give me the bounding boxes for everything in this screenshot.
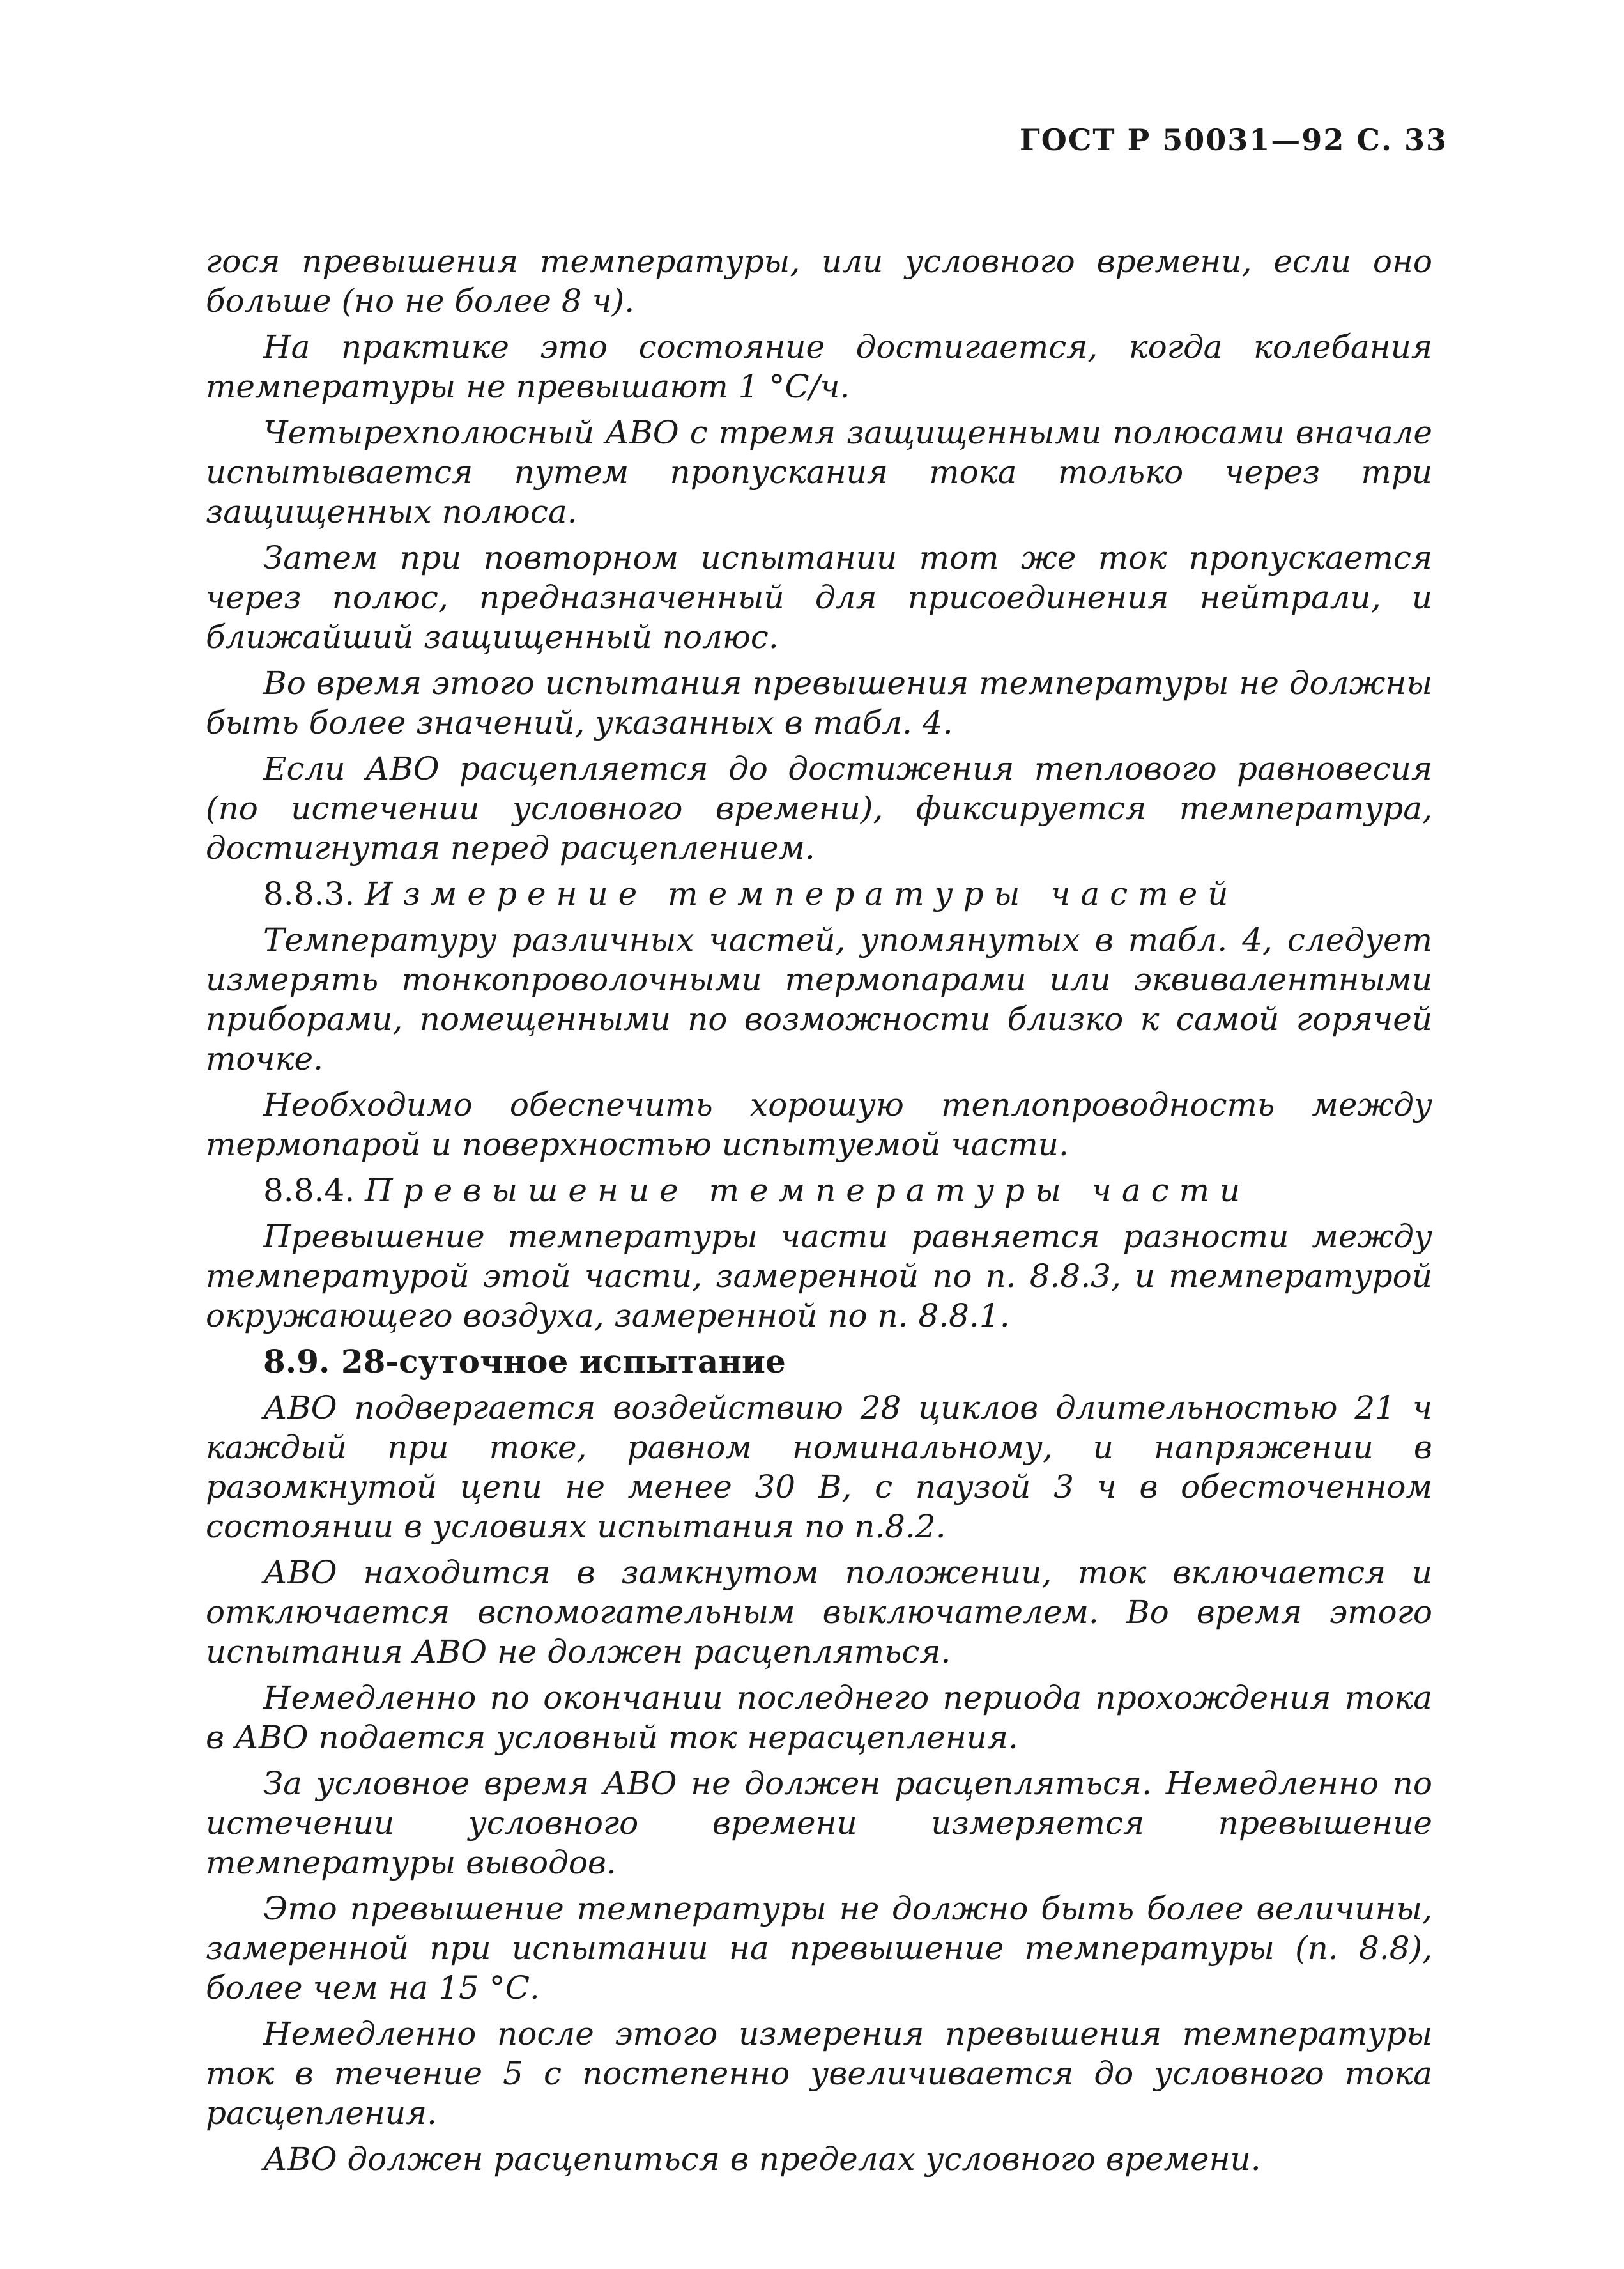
paragraph: Немедленно после этого измерения превышения температуры ток в течение 5 с постепенно увеличивается до условного тока расцепления. bbox=[206, 2015, 1432, 2132]
paragraph: гося превышения температуры, или условного времени, если оно больше (но не более 8 ч). bbox=[206, 243, 1432, 319]
paragraph: За условное время АВО не должен расцепляться. Немедленно по истечении условного времени измеряется превышение температуры выводов. bbox=[206, 1765, 1432, 1881]
paragraph: Это превышение температуры не должно быть более величины, замеренной при испытании на превышение температуры (п. 8.8), более чем на 15 °С. bbox=[206, 1890, 1432, 2006]
page-header: ГОСТ Р 50031—92 С. 33 bbox=[1019, 123, 1448, 157]
section-title: 28-суточное испытание bbox=[341, 1342, 786, 1380]
section-heading-8-8-4 bbox=[206, 1171, 1432, 1210]
paragraph: АВО подвергается воздействию 28 циклов длительностью 21 ч каждый при токе, равном номинальному, и напряжении в разомкнутой цепи не менее 30 В, с паузой 3 ч в обесточенном состоянии в условиях испытания по п.8.2. bbox=[206, 1389, 1432, 1545]
paragraph: Температуру различных частей, упомянутых в табл. 4, следует измерять тонкопроволочными термопарами или эквивалентными приборами, помещенными по возможности близко к самой горячей точке. bbox=[206, 921, 1432, 1077]
paragraph: Необходимо обеспечить хорошую теплопроводность между термопарой и поверхностью испытуемой части. bbox=[206, 1086, 1432, 1163]
section-heading-8-9 bbox=[206, 1342, 1432, 1381]
document-body bbox=[206, 242, 1432, 2179]
section-title: Превышение температуры части bbox=[365, 1172, 1251, 1209]
section-heading-8-8-3 bbox=[206, 874, 1432, 914]
section-number: 8.8.4. bbox=[263, 1172, 355, 1209]
paragraph: Четырехполюсный АВО с тремя защищенными полюсами вначале испытывается путем пропускания тока только через три защищенных полюса. bbox=[206, 414, 1432, 530]
paragraph: Затем при повторном испытании тот же ток пропускается через полюс, предназначенный для присоединения нейтрали, и ближайший защищенный полюс. bbox=[206, 539, 1432, 656]
paragraph: Во время этого испытания превышения температуры не должны быть более значений, указанных в табл. 4. bbox=[206, 665, 1432, 741]
section-title: Измерение температуры частей bbox=[365, 875, 1239, 912]
paragraph: Немедленно по окончании последнего периода прохождения тока в АВО подается условный ток нерасцепления. bbox=[206, 1679, 1432, 1756]
paragraph: Превышение температуры части равняется разности между температурой этой части, замеренной по п. 8.8.3, и температурой окружающего воздуха, замеренной по п. 8.8.1. bbox=[206, 1218, 1432, 1334]
paragraph: АВО находится в замкнутом положении, ток включается и отключается вспомогательным выключателем. Во время этого испытания АВО не должен расцепляться. bbox=[206, 1554, 1432, 1670]
paragraph: АВО должен расцепиться в пределах условного времени. bbox=[263, 2141, 1261, 2178]
paragraph: Если АВО расцепляется до достижения теплового равновесия (по истечении условного времени), фиксируется температура, достигнутая перед расцеплением. bbox=[206, 750, 1432, 866]
paragraph: На практике это состояние достигается, когда колебания температуры не превышают 1 °С/ч. bbox=[206, 328, 1432, 405]
section-number: 8.9. bbox=[263, 1342, 330, 1380]
section-number: 8.8.3. bbox=[263, 875, 355, 912]
